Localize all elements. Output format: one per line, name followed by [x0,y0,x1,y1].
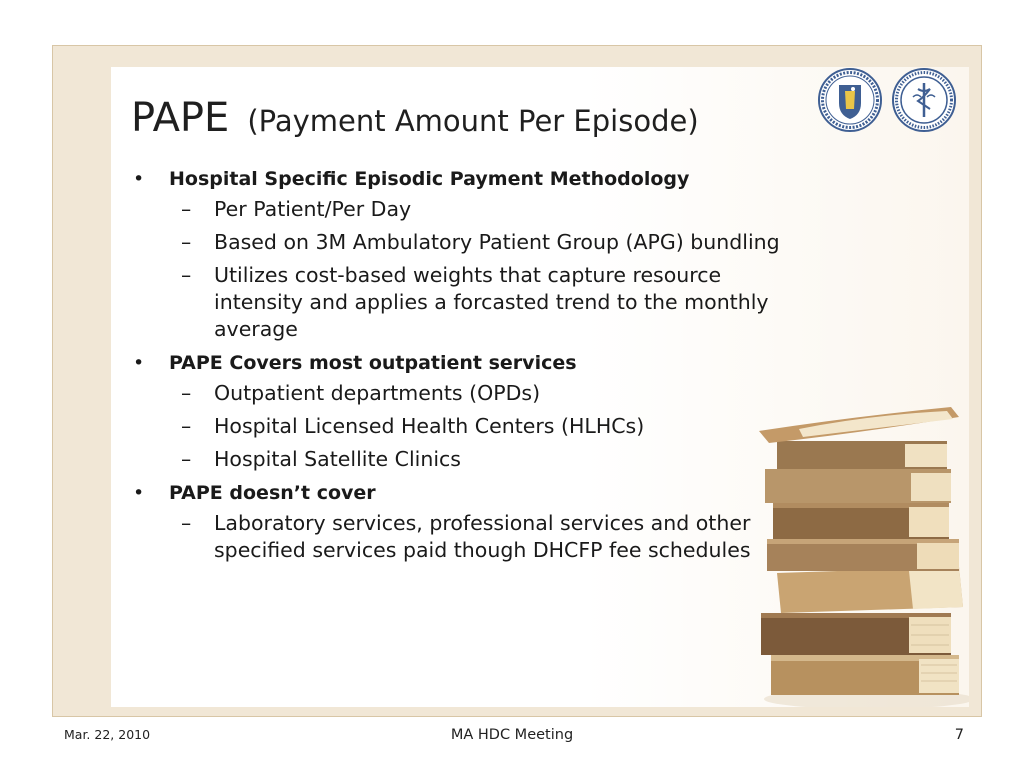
public-health-seal-icon [891,67,957,133]
bullet-text: PAPE doesn’t cover [169,482,376,504]
bullet-list [133,165,793,570]
slide-frame [52,45,982,717]
bullet-text: PAPE Covers most outpatient services [169,352,577,374]
seal-group [817,67,957,133]
sub-bullet-item: – Laboratory services, professional services and other specified services paid though DHCFP fee schedules [169,510,784,564]
sub-bullet-list [169,196,793,343]
sub-bullet-item: – Utilizes cost-based weights that capture resource intensity and applies a forcasted trend to the monthly average [169,262,784,343]
sub-bullet-item: – Outpatient departments (OPDs) [169,380,784,407]
title-subtitle: (Payment Amount Per Episode) [247,104,699,138]
footer-date: Mar. 22, 2010 [64,727,151,742]
sub-bullet-list [169,510,793,564]
title-main: PAPE [131,95,230,141]
massachusetts-state-seal-icon [817,67,883,133]
bullet-item [133,349,793,473]
footer-title: MA HDC Meeting [450,727,574,743]
sub-bullet-item: – Hospital Satellite Clinics [169,446,784,473]
sub-bullet-list [169,380,793,473]
bullet-item [133,479,793,564]
sub-bullet-item: – Per Patient/Per Day [169,196,784,223]
bullet-text: Hospital Specific Episodic Payment Methodology [169,168,690,190]
sub-bullet-item: – Based on 3M Ambulatory Patient Group (APG) bundling [169,229,784,256]
page-number: 7 [954,727,964,743]
slide-title [131,95,699,141]
bullet-item [133,165,793,343]
slide-content [111,67,969,707]
sub-bullet-item: – Hospital Licensed Health Centers (HLHCs) [169,413,784,440]
book-stack-icon [759,407,969,707]
